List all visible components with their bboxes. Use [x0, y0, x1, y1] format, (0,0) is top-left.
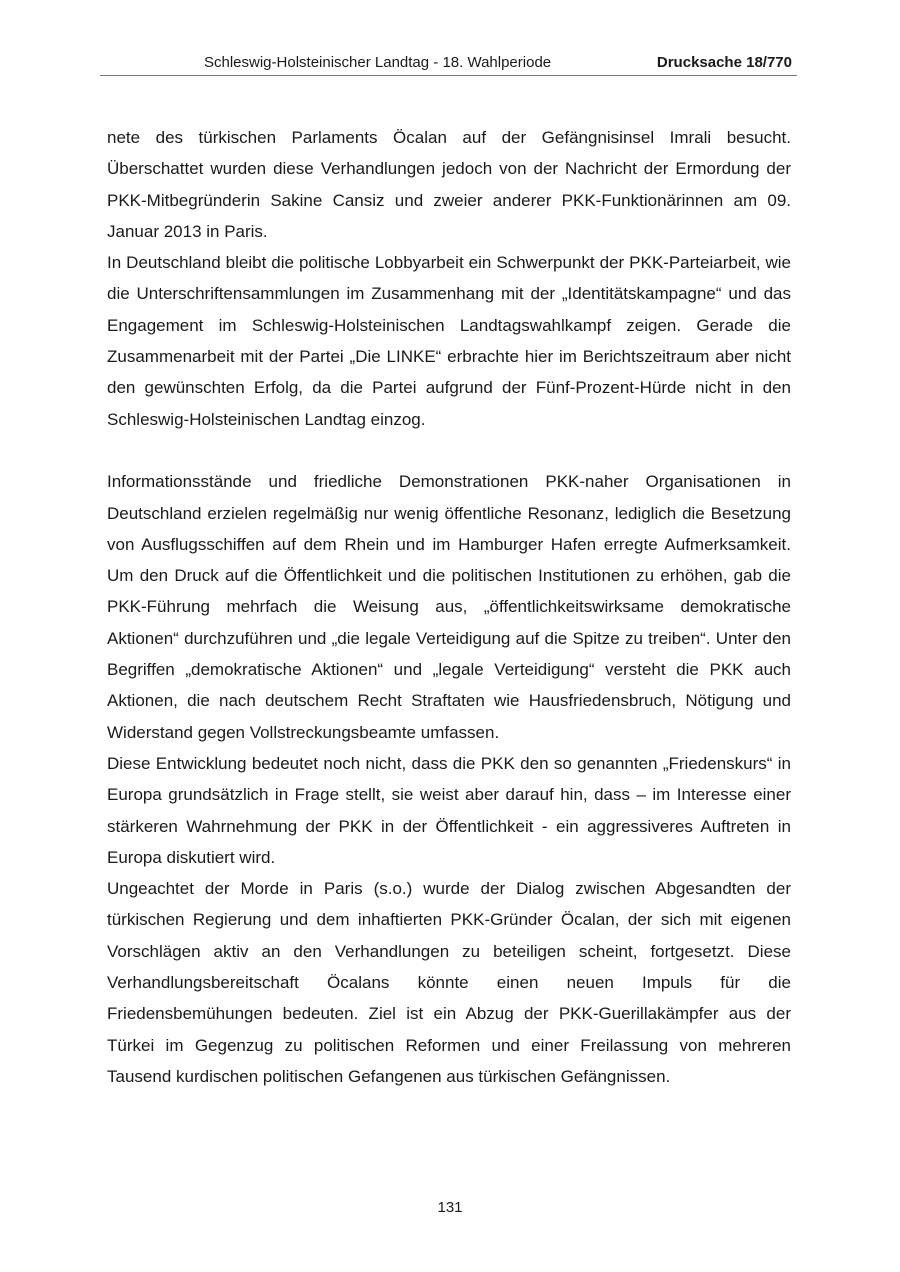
page-number: 131 [437, 1199, 463, 1216]
document-number: Drucksache 18/770 [656, 54, 792, 71]
paragraph: Diese Entwicklung bedeutet noch nicht, dass die PKK den so genannten „Friedenskurs“ in Europa grundsätzlich in Frage stellt, sie weist aber darauf hin, dass – im Interesse einer stärkeren Wahrnehmung der PKK in der Öffentlichkeit - ein aggressiveres Auftreten in Europa diskutiert wird. [107, 753, 791, 867]
body-text [107, 122, 791, 1092]
paragraph: nete des türkischen Parlaments Öcalan auf der Gefängnisinsel Imrali besucht. Überschattet wurden diese Verhandlungen jedoch von der Nachricht der Ermordung der PKK-Mitbegründerin Sakine Cansiz und zweier anderer PKK-Funktionärinnen am 09. Januar 2013 in Paris. [107, 128, 791, 241]
header-title: Schleswig-Holsteinischer Landtag - 18. Wahlperiode [204, 54, 552, 71]
page-header [100, 51, 797, 76]
paragraph: Informationsstände und friedliche Demonstrationen PKK-naher Organisationen in Deutschland erzielen regelmäßig nur wenig öffentliche Resonanz, lediglich die Besetzung von Ausflugsschiffen auf dem Rhein und im Hamburger Hafen erregte Aufmerksamkeit. Um den Druck auf die Öffentlichkeit und die politischen Institutionen zu erhöhen, gab die PKK-Führung mehrfach die Weisung aus, „öffentlichkeitswirksame demokratische Aktionen“ durchzuführen und „die legale Verteidigung auf die Spitze zu treiben“. Unter den Begriffen „demokratische Aktionen“ und „legale Verteidigung“ versteht die PKK auch Aktionen, die nach deutschem Recht Straftaten wie Hausfriedensbruch, Nötigung und Widerstand gegen Vollstreckungsbeamte umfassen. [107, 472, 791, 742]
paragraph: Ungeachtet der Morde in Paris (s.o.) wurde der Dialog zwischen Abgesandten der türkischen Regierung und dem inhaftierten PKK-Gründer Öcalan, der sich mit eigenen Vorschlägen aktiv an den Verhandlungen zu beteiligen scheint, fortgesetzt. Diese Verhandlungsbereitschaft Öcalans könnte einen neuen Impuls für die Friedensbemühungen bedeuten. Ziel ist ein Abzug der PKK-Guerillakämpfer aus der Türkei im Gegenzug zu politischen Reformen und einer Freilassung von mehreren Tausend kurdischen politischen Gefangenen aus türkischen Gefängnissen. [107, 879, 791, 1086]
paragraph: In Deutschland bleibt die politische Lobbyarbeit ein Schwerpunkt der PKK-Parteiarbeit, wie die Unterschriftensammlungen im Zusammenhang mit der „Identitätskampagne“ und das Engagement im Schleswig-Holsteinischen Landtagswahlkampf zeigen. Gerade die Zusammenarbeit mit der Partei „Die LINKE“ erbrachte hier im Berichtszeitraum aber nicht den gewünschten Erfolg, da die Partei aufgrund der Fünf-Prozent-Hürde nicht in den Schleswig-Holsteinischen Landtag einzog. [107, 253, 791, 429]
